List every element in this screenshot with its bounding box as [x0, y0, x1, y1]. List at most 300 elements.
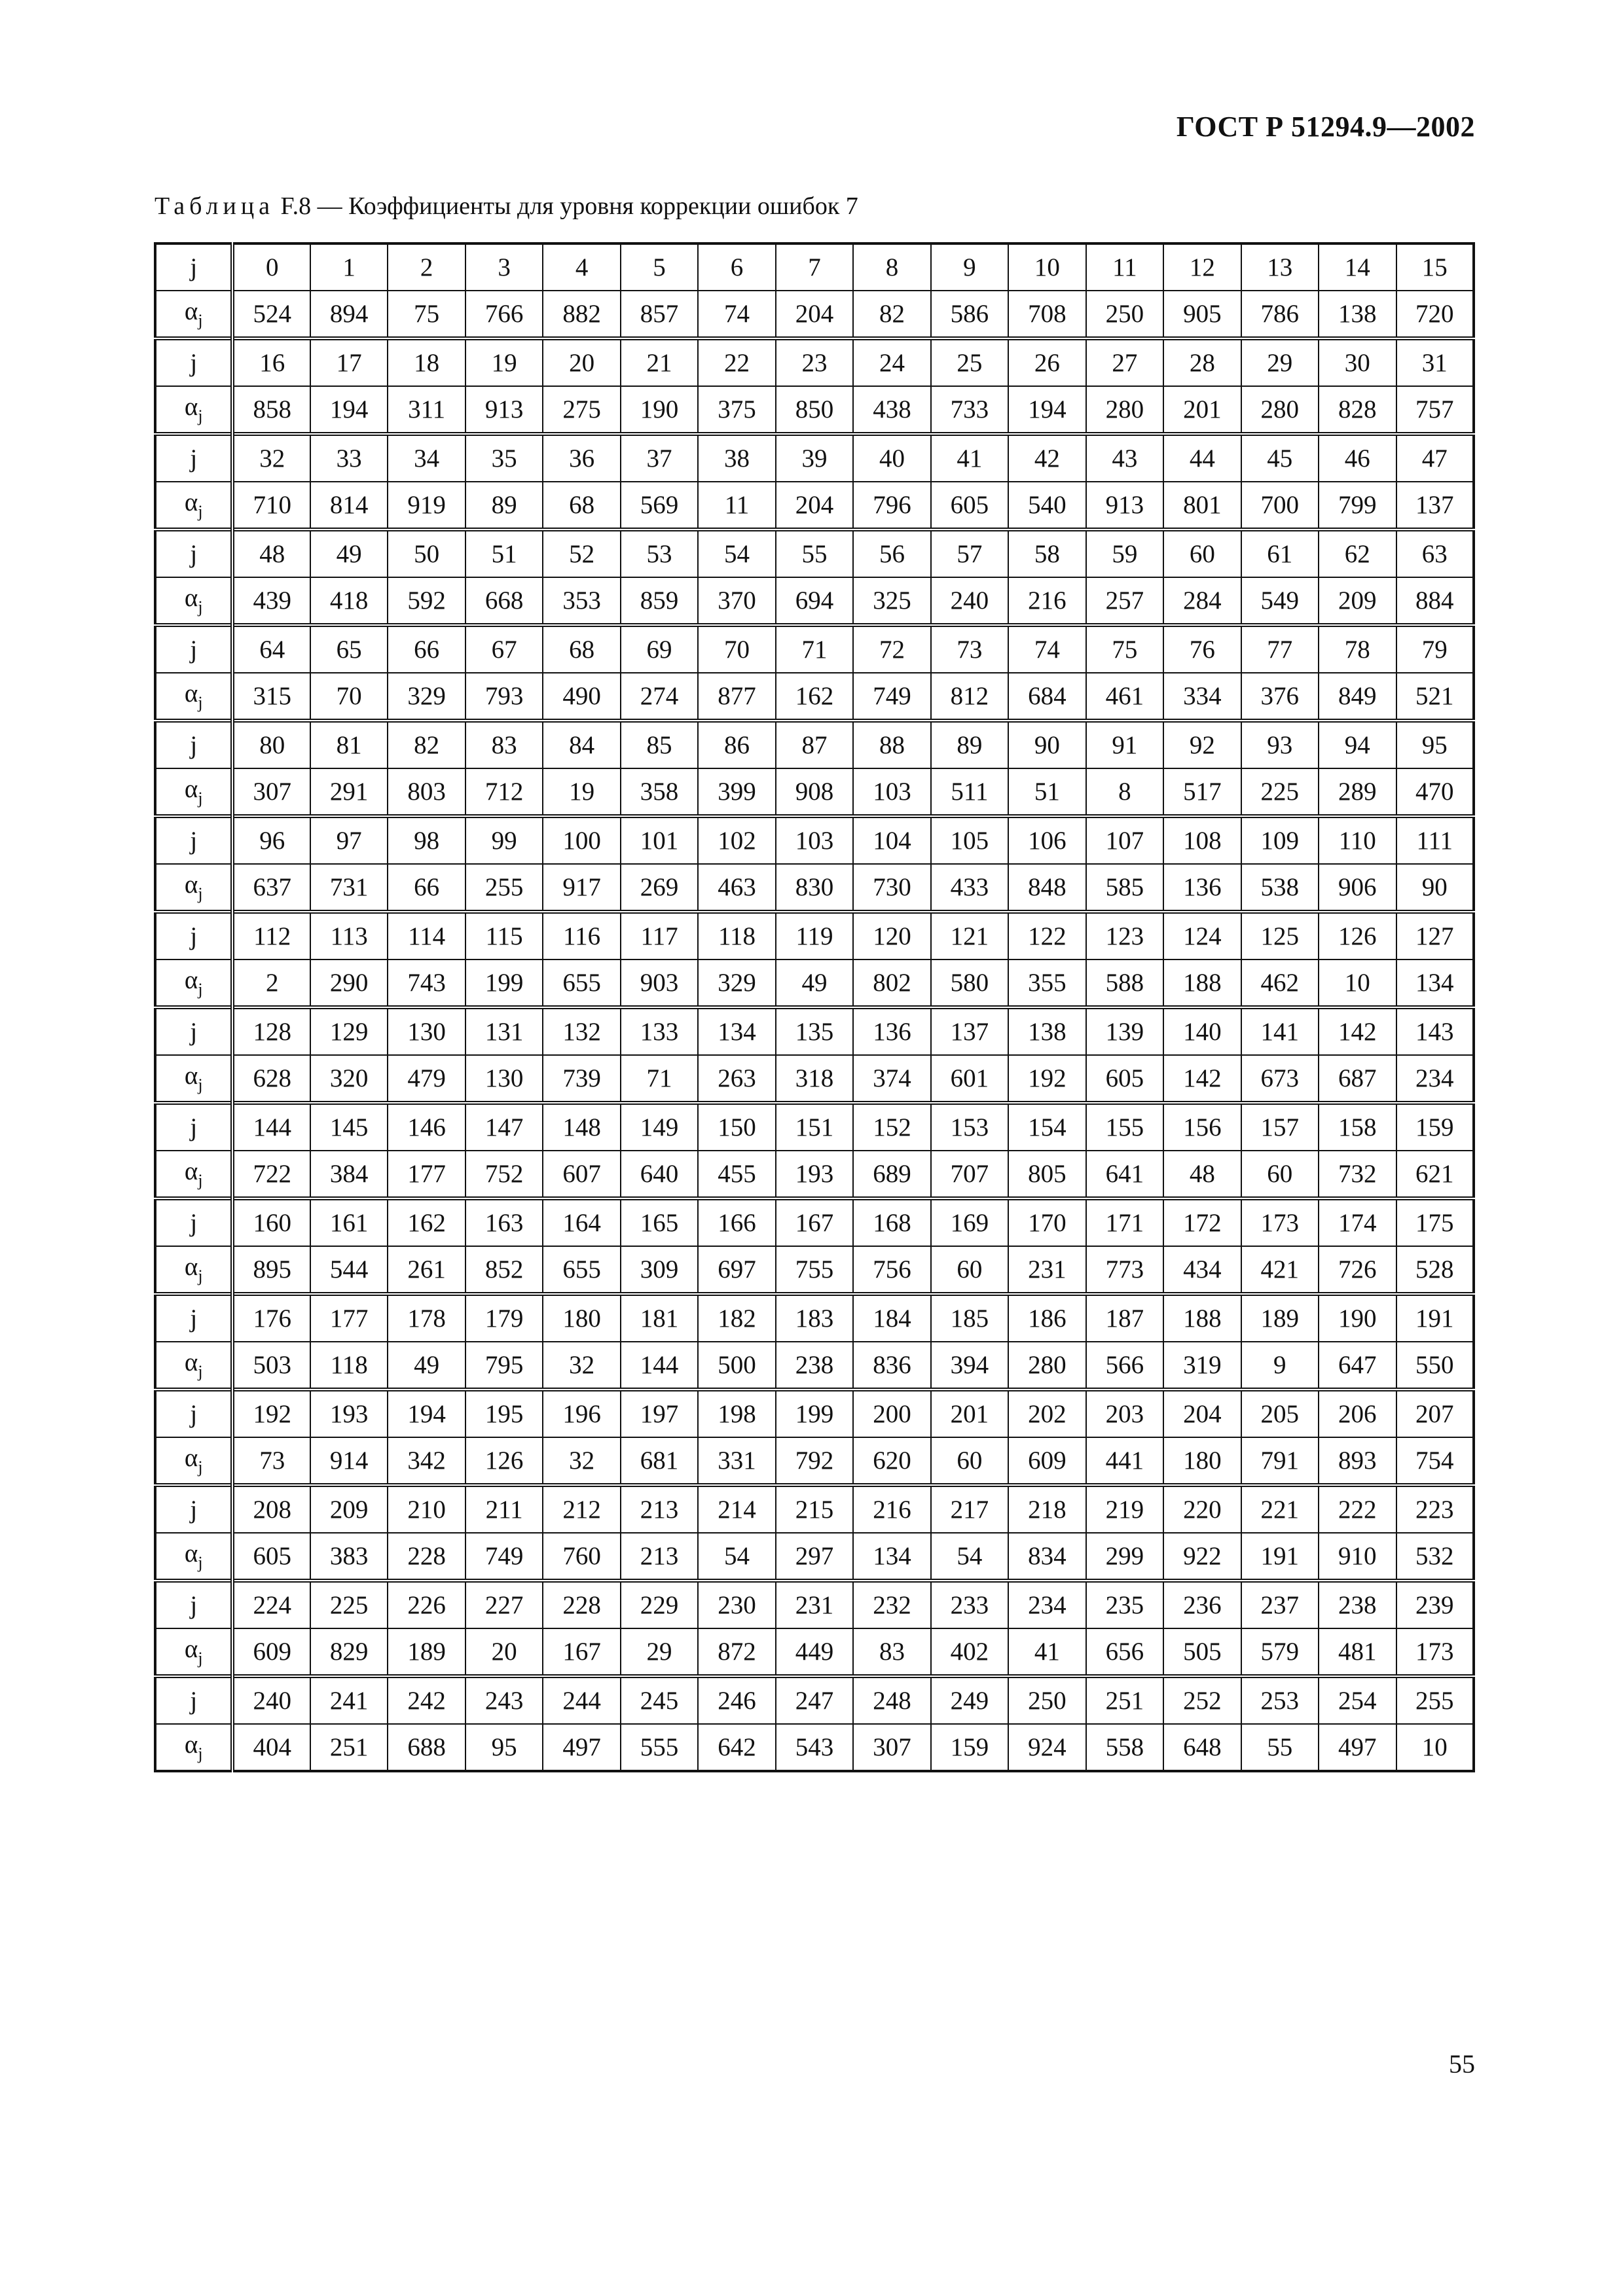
index-cell: 146 [388, 1103, 465, 1151]
index-cell: 141 [1241, 1007, 1319, 1055]
coefficient-cell: 375 [698, 386, 775, 434]
coefficient-cell: 620 [853, 1437, 930, 1485]
index-cell: 215 [776, 1485, 853, 1533]
index-cell: 3 [465, 243, 543, 291]
coefficient-cell: 188 [1163, 960, 1241, 1007]
index-cell: 34 [388, 434, 465, 482]
index-cell: 54 [698, 529, 775, 577]
index-cell: 162 [388, 1198, 465, 1246]
index-cell: 176 [232, 1294, 310, 1342]
coefficient-cell: 228 [388, 1533, 465, 1581]
index-cell: 61 [1241, 529, 1319, 577]
index-cell: 79 [1396, 625, 1474, 673]
index-cell: 81 [310, 721, 388, 768]
index-cell: 44 [1163, 434, 1241, 482]
index-cell: 64 [232, 625, 310, 673]
coefficient-cell: 60 [931, 1246, 1008, 1294]
coefficient-cell: 850 [776, 386, 853, 434]
coefficient-cell: 334 [1163, 673, 1241, 721]
coefficient-cell: 917 [543, 864, 620, 912]
index-cell: 47 [1396, 434, 1474, 482]
index-cell: 145 [310, 1103, 388, 1151]
table-row-j [155, 1007, 1474, 1055]
coefficient-cell: 814 [310, 482, 388, 529]
index-cell: 241 [310, 1676, 388, 1724]
coefficient-cell: 376 [1241, 673, 1319, 721]
row-label-alpha [155, 1628, 232, 1676]
coefficient-cell: 908 [776, 768, 853, 816]
alpha-symbol: α [184, 1157, 198, 1185]
coefficient-cell: 722 [232, 1151, 310, 1198]
index-cell: 252 [1163, 1676, 1241, 1724]
coefficient-cell: 566 [1086, 1342, 1163, 1390]
index-cell: 117 [621, 912, 698, 960]
index-cell: 38 [698, 434, 775, 482]
index-cell: 55 [776, 529, 853, 577]
index-cell: 106 [1008, 816, 1085, 864]
alpha-subscript: j [198, 1075, 203, 1094]
index-cell: 156 [1163, 1103, 1241, 1151]
coefficient-cell: 275 [543, 386, 620, 434]
coefficient-cell: 225 [1241, 768, 1319, 816]
index-cell: 177 [310, 1294, 388, 1342]
coefficient-cell: 812 [931, 673, 1008, 721]
coefficient-cell: 55 [1241, 1724, 1319, 1771]
index-cell: 45 [1241, 434, 1319, 482]
table-row-j [155, 1198, 1474, 1246]
coefficient-cell: 8 [1086, 768, 1163, 816]
coefficient-cell: 913 [1086, 482, 1163, 529]
index-cell: 243 [465, 1676, 543, 1724]
index-cell: 114 [388, 912, 465, 960]
index-cell: 185 [931, 1294, 1008, 1342]
index-cell: 189 [1241, 1294, 1319, 1342]
coefficient-cell: 755 [776, 1246, 853, 1294]
index-cell: 14 [1319, 243, 1396, 291]
index-cell: 72 [853, 625, 930, 673]
index-cell: 138 [1008, 1007, 1085, 1055]
coefficient-cell: 331 [698, 1437, 775, 1485]
index-cell: 192 [232, 1390, 310, 1437]
coefficient-cell: 757 [1396, 386, 1474, 434]
index-cell: 254 [1319, 1676, 1396, 1724]
coefficient-cell: 694 [776, 577, 853, 625]
coefficient-cell: 173 [1396, 1628, 1474, 1676]
coefficient-cell: 251 [310, 1724, 388, 1771]
index-cell: 161 [310, 1198, 388, 1246]
coefficient-cell: 524 [232, 291, 310, 338]
index-cell: 164 [543, 1198, 620, 1246]
coefficient-cell: 10 [1319, 960, 1396, 1007]
coefficient-cell: 144 [621, 1342, 698, 1390]
index-cell: 187 [1086, 1294, 1163, 1342]
coefficient-cell: 648 [1163, 1724, 1241, 1771]
coefficient-cell: 913 [465, 386, 543, 434]
coefficient-cell: 240 [931, 577, 1008, 625]
coefficient-cell: 538 [1241, 864, 1319, 912]
coefficient-cell: 656 [1086, 1628, 1163, 1676]
index-cell: 239 [1396, 1581, 1474, 1628]
index-cell: 231 [776, 1581, 853, 1628]
index-cell: 244 [543, 1676, 620, 1724]
coefficient-cell: 309 [621, 1246, 698, 1294]
index-cell: 18 [388, 338, 465, 386]
alpha-symbol: α [184, 1444, 198, 1472]
coefficient-cell: 579 [1241, 1628, 1319, 1676]
coefficient-cell: 11 [698, 482, 775, 529]
index-cell: 29 [1241, 338, 1319, 386]
index-cell: 237 [1241, 1581, 1319, 1628]
coefficient-cell: 70 [310, 673, 388, 721]
coefficient-cell: 730 [853, 864, 930, 912]
coefficient-cell: 29 [621, 1628, 698, 1676]
coefficient-cell: 191 [1241, 1533, 1319, 1581]
alpha-subscript: j [198, 1649, 203, 1668]
index-cell: 112 [232, 912, 310, 960]
index-cell: 232 [853, 1581, 930, 1628]
coefficient-cell: 924 [1008, 1724, 1085, 1771]
index-cell: 171 [1086, 1198, 1163, 1246]
coefficient-cell: 231 [1008, 1246, 1085, 1294]
coefficient-cell: 250 [1086, 291, 1163, 338]
index-cell: 134 [698, 1007, 775, 1055]
coefficient-cell: 607 [543, 1151, 620, 1198]
index-cell: 154 [1008, 1103, 1085, 1151]
index-cell: 42 [1008, 434, 1085, 482]
coefficient-cell: 550 [1396, 1342, 1474, 1390]
index-cell: 139 [1086, 1007, 1163, 1055]
coefficient-cell: 130 [465, 1055, 543, 1103]
index-cell: 196 [543, 1390, 620, 1437]
row-label-j: j [155, 338, 232, 386]
index-cell: 131 [465, 1007, 543, 1055]
coefficient-cell: 710 [232, 482, 310, 529]
coefficient-cell: 75 [388, 291, 465, 338]
index-cell: 233 [931, 1581, 1008, 1628]
index-cell: 96 [232, 816, 310, 864]
index-cell: 179 [465, 1294, 543, 1342]
index-cell: 203 [1086, 1390, 1163, 1437]
index-cell: 100 [543, 816, 620, 864]
alpha-subscript: j [198, 406, 203, 425]
coefficient-cell: 449 [776, 1628, 853, 1676]
row-label-alpha [155, 768, 232, 816]
coefficient-cell: 799 [1319, 482, 1396, 529]
index-cell: 166 [698, 1198, 775, 1246]
coefficient-cell: 134 [1396, 960, 1474, 1007]
coefficient-cell: 201 [1163, 386, 1241, 434]
index-cell: 35 [465, 434, 543, 482]
coefficient-cell: 580 [931, 960, 1008, 1007]
coefficient-cell: 355 [1008, 960, 1085, 1007]
index-cell: 118 [698, 912, 775, 960]
index-cell: 236 [1163, 1581, 1241, 1628]
table-row-alpha [155, 577, 1474, 625]
index-cell: 70 [698, 625, 775, 673]
index-cell: 23 [776, 338, 853, 386]
index-cell: 135 [776, 1007, 853, 1055]
coefficient-cell: 621 [1396, 1151, 1474, 1198]
index-cell: 240 [232, 1676, 310, 1724]
index-cell: 144 [232, 1103, 310, 1151]
coefficient-cell: 500 [698, 1342, 775, 1390]
coefficient-cell: 766 [465, 291, 543, 338]
coefficient-cell: 83 [853, 1628, 930, 1676]
coefficient-cell: 803 [388, 768, 465, 816]
index-cell: 76 [1163, 625, 1241, 673]
index-cell: 222 [1319, 1485, 1396, 1533]
coefficient-cell: 374 [853, 1055, 930, 1103]
index-cell: 17 [310, 338, 388, 386]
index-cell: 163 [465, 1198, 543, 1246]
coefficient-cell: 19 [543, 768, 620, 816]
index-cell: 130 [388, 1007, 465, 1055]
index-cell: 167 [776, 1198, 853, 1246]
coefficient-cell: 726 [1319, 1246, 1396, 1294]
index-cell: 238 [1319, 1581, 1396, 1628]
coefficient-cell: 609 [232, 1628, 310, 1676]
coefficient-cell: 51 [1008, 768, 1085, 816]
index-cell: 153 [931, 1103, 1008, 1151]
page-number: 55 [1449, 2049, 1475, 2079]
coefficient-cell: 543 [776, 1724, 853, 1771]
alpha-symbol: α [184, 966, 198, 994]
table-row-j [155, 1390, 1474, 1437]
index-cell: 58 [1008, 529, 1085, 577]
coefficient-cell: 329 [388, 673, 465, 721]
row-label-j: j [155, 1198, 232, 1246]
index-cell: 113 [310, 912, 388, 960]
coefficient-cell: 204 [776, 291, 853, 338]
coefficient-cell: 180 [1163, 1437, 1241, 1485]
table-row-j [155, 1485, 1474, 1533]
alpha-symbol: α [184, 584, 198, 612]
index-cell: 188 [1163, 1294, 1241, 1342]
coefficient-cell: 289 [1319, 768, 1396, 816]
coefficient-cell: 655 [543, 1246, 620, 1294]
coefficient-cell: 383 [310, 1533, 388, 1581]
index-cell: 49 [310, 529, 388, 577]
row-label-alpha [155, 960, 232, 1007]
index-cell: 84 [543, 721, 620, 768]
coefficient-cell: 894 [310, 291, 388, 338]
index-cell: 217 [931, 1485, 1008, 1533]
table-row-j [155, 1103, 1474, 1151]
index-cell: 80 [232, 721, 310, 768]
index-cell: 199 [776, 1390, 853, 1437]
alpha-symbol: α [184, 393, 198, 421]
coefficient-cell: 134 [853, 1533, 930, 1581]
coefficient-cell: 655 [543, 960, 620, 1007]
index-cell: 82 [388, 721, 465, 768]
coefficient-cell: 66 [388, 864, 465, 912]
coefficient-cell: 90 [1396, 864, 1474, 912]
index-cell: 67 [465, 625, 543, 673]
row-label-j: j [155, 243, 232, 291]
alpha-symbol: α [184, 775, 198, 803]
coefficient-cell: 640 [621, 1151, 698, 1198]
index-cell: 248 [853, 1676, 930, 1724]
index-cell: 212 [543, 1485, 620, 1533]
index-cell: 74 [1008, 625, 1085, 673]
row-label-j: j [155, 1007, 232, 1055]
coefficient-cell: 255 [465, 864, 543, 912]
index-cell: 211 [465, 1485, 543, 1533]
index-cell: 108 [1163, 816, 1241, 864]
coefficient-cell: 834 [1008, 1533, 1085, 1581]
table-row-j [155, 816, 1474, 864]
alpha-subscript: j [198, 789, 203, 808]
row-label-alpha [155, 1151, 232, 1198]
coefficient-cell: 688 [388, 1724, 465, 1771]
alpha-symbol: α [184, 488, 198, 516]
index-cell: 99 [465, 816, 543, 864]
alpha-symbol: α [184, 1731, 198, 1759]
index-cell: 51 [465, 529, 543, 577]
index-cell: 226 [388, 1581, 465, 1628]
index-cell: 209 [310, 1485, 388, 1533]
coefficient-cell: 712 [465, 768, 543, 816]
index-cell: 56 [853, 529, 930, 577]
coefficient-cell: 193 [776, 1151, 853, 1198]
coefficient-cell: 358 [621, 768, 698, 816]
row-label-j: j [155, 1294, 232, 1342]
coefficient-cell: 297 [776, 1533, 853, 1581]
coefficient-table-body [155, 243, 1474, 1771]
coefficient-cell: 82 [853, 291, 930, 338]
coefficient-cell: 673 [1241, 1055, 1319, 1103]
coefficient-cell: 836 [853, 1342, 930, 1390]
index-cell: 97 [310, 816, 388, 864]
index-cell: 123 [1086, 912, 1163, 960]
coefficient-cell: 490 [543, 673, 620, 721]
index-cell: 91 [1086, 721, 1163, 768]
index-cell: 155 [1086, 1103, 1163, 1151]
table-caption-label: Таблица [155, 192, 275, 220]
coefficient-cell: 213 [621, 1533, 698, 1581]
coefficient-cell: 342 [388, 1437, 465, 1485]
coefficient-cell: 497 [543, 1724, 620, 1771]
coefficient-cell: 773 [1086, 1246, 1163, 1294]
index-cell: 63 [1396, 529, 1474, 577]
coefficient-cell: 739 [543, 1055, 620, 1103]
coefficient-cell: 307 [853, 1724, 930, 1771]
coefficient-cell: 299 [1086, 1533, 1163, 1581]
index-cell: 71 [776, 625, 853, 673]
coefficient-cell: 588 [1086, 960, 1163, 1007]
coefficient-cell: 177 [388, 1151, 465, 1198]
index-cell: 127 [1396, 912, 1474, 960]
index-cell: 107 [1086, 816, 1163, 864]
index-cell: 182 [698, 1294, 775, 1342]
coefficient-cell: 103 [853, 768, 930, 816]
index-cell: 152 [853, 1103, 930, 1151]
coefficient-cell: 463 [698, 864, 775, 912]
index-cell: 27 [1086, 338, 1163, 386]
coefficient-cell: 872 [698, 1628, 775, 1676]
coefficient-cell: 532 [1396, 1533, 1474, 1581]
index-cell: 140 [1163, 1007, 1241, 1055]
coefficient-cell: 884 [1396, 577, 1474, 625]
index-cell: 253 [1241, 1676, 1319, 1724]
table-row-alpha [155, 1437, 1474, 1485]
index-cell: 20 [543, 338, 620, 386]
coefficient-cell: 353 [543, 577, 620, 625]
alpha-symbol: α [184, 679, 198, 708]
coefficient-cell: 684 [1008, 673, 1085, 721]
index-cell: 122 [1008, 912, 1085, 960]
coefficient-cell: 731 [310, 864, 388, 912]
index-cell: 230 [698, 1581, 775, 1628]
index-cell: 180 [543, 1294, 620, 1342]
index-cell: 31 [1396, 338, 1474, 386]
coefficient-cell: 118 [310, 1342, 388, 1390]
coefficient-cell: 280 [1008, 1342, 1085, 1390]
row-label-j: j [155, 1676, 232, 1724]
table-row-alpha [155, 1246, 1474, 1294]
coefficient-cell: 238 [776, 1342, 853, 1390]
coefficient-cell: 32 [543, 1342, 620, 1390]
coefficient-cell: 786 [1241, 291, 1319, 338]
index-cell: 234 [1008, 1581, 1085, 1628]
coefficient-cell: 852 [465, 1246, 543, 1294]
coefficient-cell: 641 [1086, 1151, 1163, 1198]
row-label-j: j [155, 529, 232, 577]
index-cell: 2 [388, 243, 465, 291]
index-cell: 137 [931, 1007, 1008, 1055]
table-row-j [155, 1676, 1474, 1724]
coefficient-cell: 805 [1008, 1151, 1085, 1198]
coefficient-cell: 479 [388, 1055, 465, 1103]
coefficient-cell: 802 [853, 960, 930, 1007]
index-cell: 43 [1086, 434, 1163, 482]
alpha-subscript: j [198, 1362, 203, 1381]
index-cell: 9 [931, 243, 1008, 291]
index-cell: 40 [853, 434, 930, 482]
coefficient-cell: 592 [388, 577, 465, 625]
index-cell: 26 [1008, 338, 1085, 386]
coefficient-cell: 481 [1319, 1628, 1396, 1676]
coefficient-cell: 828 [1319, 386, 1396, 434]
coefficient-table [154, 242, 1475, 1772]
index-cell: 178 [388, 1294, 465, 1342]
index-cell: 46 [1319, 434, 1396, 482]
row-label-alpha [155, 482, 232, 529]
coefficient-cell: 601 [931, 1055, 1008, 1103]
coefficient-cell: 399 [698, 768, 775, 816]
coefficient-cell: 138 [1319, 291, 1396, 338]
coefficient-cell: 192 [1008, 1055, 1085, 1103]
index-cell: 90 [1008, 721, 1085, 768]
coefficient-cell: 60 [1241, 1151, 1319, 1198]
index-cell: 195 [465, 1390, 543, 1437]
row-label-j: j [155, 1390, 232, 1437]
index-cell: 228 [543, 1581, 620, 1628]
index-cell: 235 [1086, 1581, 1163, 1628]
coefficient-cell: 895 [232, 1246, 310, 1294]
index-cell: 10 [1008, 243, 1085, 291]
coefficient-cell: 74 [698, 291, 775, 338]
coefficient-cell: 274 [621, 673, 698, 721]
coefficient-cell: 68 [543, 482, 620, 529]
coefficient-cell: 687 [1319, 1055, 1396, 1103]
coefficient-cell: 555 [621, 1724, 698, 1771]
index-cell: 57 [931, 529, 1008, 577]
coefficient-cell: 89 [465, 482, 543, 529]
coefficient-cell: 647 [1319, 1342, 1396, 1390]
index-cell: 87 [776, 721, 853, 768]
coefficient-cell: 234 [1396, 1055, 1474, 1103]
